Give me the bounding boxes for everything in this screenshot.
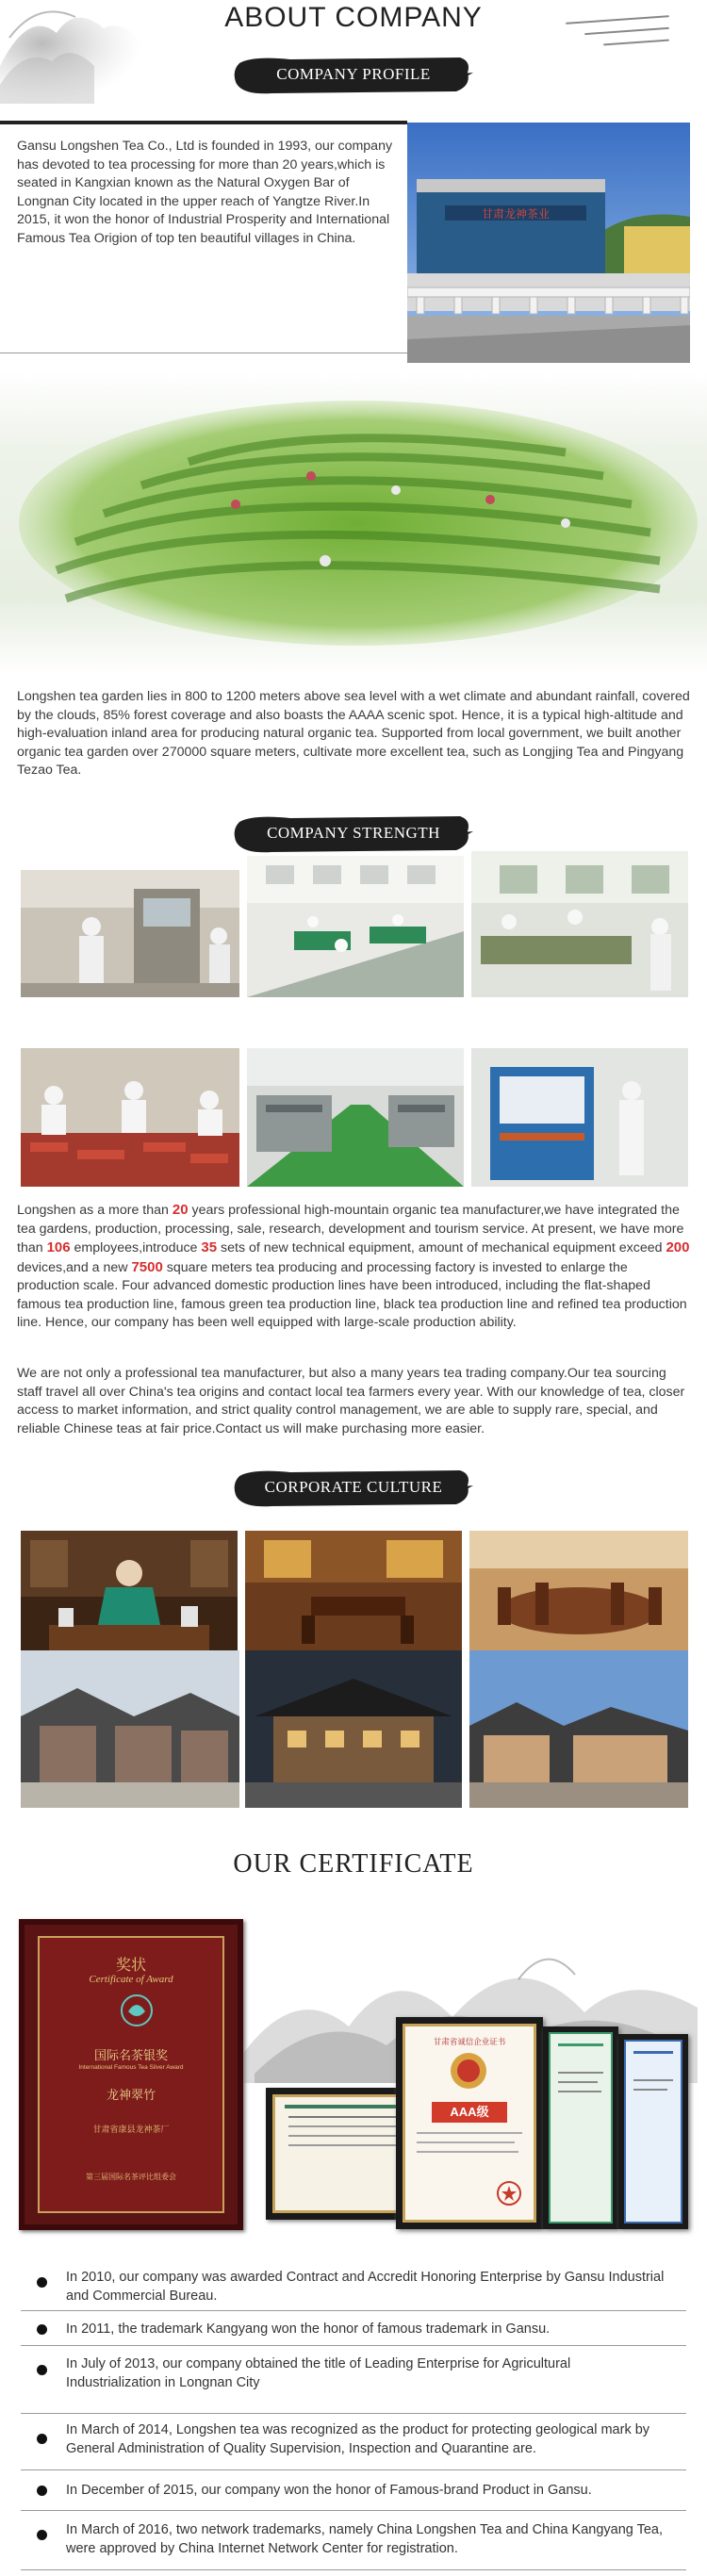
- profile-top-rule: [0, 121, 407, 124]
- company-strength-banner: COMPANY STRENGTH: [234, 812, 473, 854]
- factory-photo-red-packaging: [21, 1048, 239, 1187]
- award-line-1: 国际名茶银奖: [93, 2049, 168, 2063]
- bullet-icon: [37, 2365, 47, 2375]
- profile-paragraph: Gansu Longshen Tea Co., Ltd is founded in 1993, our company has devoted to tea processing for more than 20 years,which is seated in Kangxian known as the Natural Oxygen Bar of Longnan City located in the upper reach of Yangtze River.In 2015, it won the honor of Industrial Prosperity and International Famous Tea Origion of top ten beautiful villages in China.: [17, 139, 393, 246]
- factory-area: 7500: [131, 1258, 163, 1275]
- tea-garden-paragraph: Longshen tea garden lies in 800 to 1200 meters above sea level with a wet climate and abundant rainfall, covered by the clouds, 85% forest coverage and also boasts the AAAA scenic spot. Hence, it is a typical high-altitude and high-evaluation inland area for producing natural organic tea. Supported from local government, we built another organic tea garden over 270000 square meters, cultivate more excellent tea, such as Longjing Tea and Pingyang Tezao Tea.: [17, 689, 690, 778]
- culture-photo-traditional-building-2: [245, 1650, 462, 1808]
- divider: [21, 2469, 686, 2470]
- certificate-frame-right: [618, 2034, 688, 2229]
- award-heading: 奖状: [115, 1956, 146, 1974]
- culture-photo-meeting-room: [469, 1531, 688, 1650]
- culture-photo-tea-ceremony: [21, 1531, 238, 1650]
- tea-garden-photo: [0, 372, 707, 674]
- factory-photo-sorting: [471, 851, 688, 997]
- certificate-head-text: 甘肃省诚信企业证书: [433, 2038, 506, 2047]
- list-item: In March of 2016, two network trademarks, namely China Longshen Tea and China Kangyang Tea, were approved by China Internet Network Center for registration.: [21, 2515, 686, 2558]
- certificate-badge-icon: [449, 2051, 488, 2091]
- employee-count: 106: [46, 1239, 71, 1255]
- factory-photo-machinery-line: [247, 1048, 464, 1187]
- list-item: In 2010, our company was awarded Contract and Accredit Honoring Enterprise by Gansu Industrial and Commercial Bureau.: [21, 2264, 686, 2307]
- certificate-title: OUR CERTIFICATE: [233, 1849, 474, 1879]
- certificate-frame-center: [396, 2017, 543, 2229]
- culture-photo-traditional-building-1: [21, 1650, 239, 1808]
- factory-building-photo: [407, 123, 690, 363]
- decorative-stroke: [603, 40, 669, 46]
- award-organization: 甘肃省康县龙神茶厂: [92, 2125, 170, 2135]
- culture-photo-tea-room: [245, 1531, 462, 1650]
- factory-photo-color-sorter: [471, 1048, 688, 1187]
- list-item: In March of 2014, Longshen tea was recognized as the product for protecting geological mark by General Administration of Quality Supervision, Inspection and Quarantine are.: [21, 2417, 686, 2460]
- equipment-sets-count: 35: [201, 1239, 218, 1255]
- list-item: In July of 2013, our company obtained the title of Leading Enterprise for Agricultural Industrialization in Longnan City: [21, 2350, 686, 2393]
- certificate-grade-badge: AAA级: [432, 2102, 507, 2123]
- factory-photo-packing: [21, 870, 239, 997]
- company-profile-banner: COMPANY PROFILE: [234, 54, 473, 95]
- bullet-icon: [37, 2324, 47, 2335]
- list-item: In December of 2015, our company won the honor of Famous-brand Product in Gansu.: [21, 2474, 686, 2502]
- certificate-stamp-icon: [496, 2180, 522, 2207]
- award-product-name: 龙神翠竹: [106, 2089, 156, 2103]
- certificate-frame-narrow: [543, 2026, 618, 2229]
- strength-paragraph-1: Longshen as a more than 20 years professional high-mountain organic tea manufacturer,we have integrated the tea gardens, production, processing, sale, research, development and tourism service. At present, we have more than 106 employees,introduce 35 sets of new technical equipment, amount of mechanical equipment exceed 200 devices,and a new 7500 square meters tea producing and processing factory is invested to enlarge the production scale. Four advanced domestic production lines have been introduced, including the flat-shaped famous tea production line, famous green tea production line, black tea production line and refined tea production line. Hence, our company has been well equipped with large-scale production ability.: [17, 1202, 690, 1330]
- bullet-icon: [37, 2277, 47, 2288]
- strength-paragraph-2: We are not only a professional tea manufacturer, but also a many years tea trading company.Our tea sourcing staff travel all over China's tea origins and contact local tea farmers every year. With our knowledge of tea, closer access to market information, and strict quality control management, we are able to supply rare, special, and reliable Chinese teas at fair price.Contact us will make purchasing more easier.: [17, 1366, 685, 1436]
- divider: [21, 2310, 686, 2311]
- list-item: In 2011, the trademark Kangyang won the honor of famous trademark in Gansu.: [21, 2315, 686, 2343]
- bullet-icon: [37, 2530, 47, 2540]
- bullet-icon: [37, 2434, 47, 2444]
- divider: [21, 2569, 686, 2570]
- divider: [21, 2413, 686, 2414]
- corporate-culture-banner: CORPORATE CULTURE: [234, 1467, 473, 1508]
- bullet-icon: [37, 2486, 47, 2496]
- devices-count: 200: [666, 1239, 690, 1255]
- culture-photo-traditional-building-3: [469, 1650, 688, 1808]
- award-plaque: [19, 1919, 243, 2230]
- divider: [21, 2510, 686, 2511]
- award-emblem-icon: [119, 1993, 155, 2028]
- award-footer: 第三届国际名茶评比组委会: [86, 2173, 176, 2181]
- years-count: 20: [172, 1202, 189, 1218]
- award-line-1-en: International Famous Tea Silver Award: [78, 2064, 184, 2071]
- divider: [21, 2345, 686, 2346]
- svg-text:甘肃龙神茶业: 甘肃龙神茶业: [481, 207, 551, 221]
- award-subheading: Certificate of Award: [89, 1974, 173, 1985]
- factory-photo-production-hall: [247, 856, 464, 997]
- page-title: ABOUT COMPANY: [224, 2, 483, 33]
